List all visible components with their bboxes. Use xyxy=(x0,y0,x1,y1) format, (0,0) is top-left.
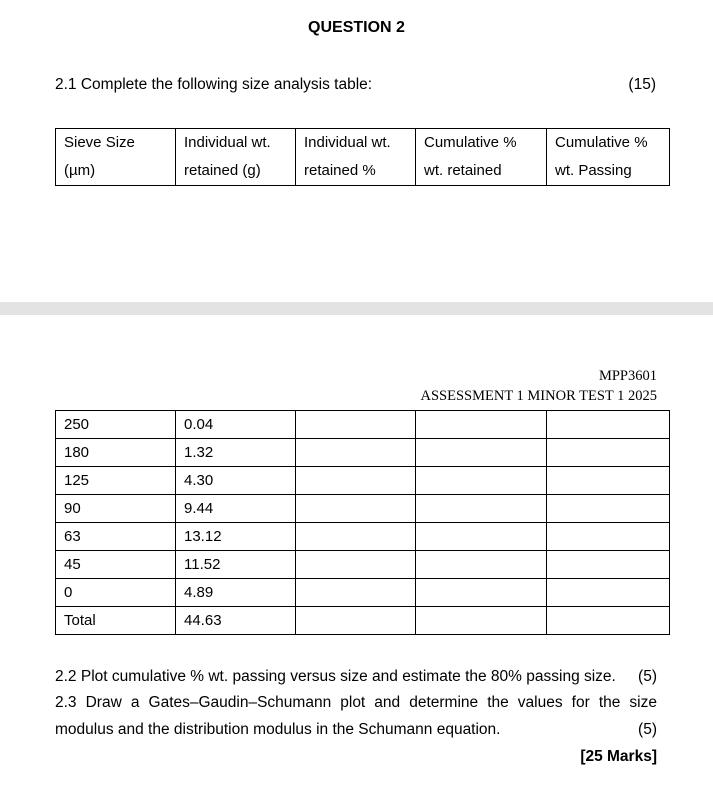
cell-cumulative-retained[interactable] xyxy=(416,523,547,551)
cell-retained-g: 13.12 xyxy=(176,523,296,551)
header-line: Sieve Size xyxy=(64,134,135,151)
cell-sieve-size: 180 xyxy=(56,439,176,467)
header-line: Cumulative % xyxy=(555,134,648,151)
question-2-3-line-2 xyxy=(55,717,657,744)
header-line: wt. retained xyxy=(424,162,502,179)
cell-retained-g: 11.52 xyxy=(176,551,296,579)
assessment-title: ASSESSMENT 1 MINOR TEST 1 2025 xyxy=(420,388,657,404)
cell-cumulative-retained[interactable] xyxy=(416,467,547,495)
cell-cumulative-passing[interactable] xyxy=(547,411,670,439)
cell-retained-g: 1.32 xyxy=(176,439,296,467)
cell-cumulative-passing[interactable] xyxy=(547,579,670,607)
question-2-2-text: 2.2 Plot cumulative % wt. passing versus size and estimate the 80% passing size. xyxy=(55,668,616,685)
cell-cumulative-passing[interactable] xyxy=(547,495,670,523)
cell-cumulative-retained[interactable] xyxy=(416,551,547,579)
header-cumulative-retained xyxy=(416,129,547,186)
table-row xyxy=(56,579,670,607)
cell-retained-pct[interactable] xyxy=(296,439,416,467)
cell-retained-pct[interactable] xyxy=(296,467,416,495)
cell-cumulative-passing[interactable] xyxy=(547,607,670,635)
cell-retained-pct[interactable] xyxy=(296,607,416,635)
question-2-3-marks: (5) xyxy=(638,720,657,738)
question-2-3-text-2: modulus and the distribution modulus in the Schumann equation. xyxy=(55,720,501,738)
header-line: wt. Passing xyxy=(555,162,632,179)
cell-retained-g: 4.89 xyxy=(176,579,296,607)
header-individual-wt-pct xyxy=(296,129,416,186)
cell-cumulative-passing[interactable] xyxy=(547,523,670,551)
header-line: Individual wt. xyxy=(304,134,391,151)
page-break-divider xyxy=(0,302,713,315)
header-individual-wt-g xyxy=(176,129,296,186)
cell-sieve-size: Total xyxy=(56,607,176,635)
cell-sieve-size: 90 xyxy=(56,495,176,523)
header-cumulative-passing xyxy=(547,129,670,186)
question-2-3-text-1: 2.3 Draw a Gates–Gaudin–Schumann plot and determine the values for the size xyxy=(55,694,657,711)
cell-sieve-size: 250 xyxy=(56,411,176,439)
header-line: retained % xyxy=(304,162,376,179)
size-analysis-table xyxy=(55,410,670,635)
cell-cumulative-retained[interactable] xyxy=(416,607,547,635)
table-row xyxy=(56,411,670,439)
question-2-3 xyxy=(55,690,657,743)
question-title: QUESTION 2 xyxy=(308,19,405,36)
cell-cumulative-passing[interactable] xyxy=(547,439,670,467)
cell-sieve-size: 45 xyxy=(56,551,176,579)
cell-cumulative-retained[interactable] xyxy=(416,495,547,523)
cell-sieve-size: 0 xyxy=(56,579,176,607)
cell-cumulative-passing[interactable] xyxy=(547,551,670,579)
cell-cumulative-passing[interactable] xyxy=(547,467,670,495)
cell-retained-g: 0.04 xyxy=(176,411,296,439)
header-line: Cumulative % xyxy=(424,134,517,151)
cell-retained-pct[interactable] xyxy=(296,523,416,551)
course-code: MPP3601 xyxy=(598,368,657,384)
cell-retained-pct[interactable] xyxy=(296,411,416,439)
cell-sieve-size: 63 xyxy=(56,523,176,551)
page-header-code xyxy=(421,366,657,406)
header-line: Individual wt. xyxy=(184,134,271,151)
question-2-1-marks: (15) xyxy=(628,76,656,93)
table-row xyxy=(56,607,670,635)
table-row xyxy=(56,523,670,551)
cell-retained-g: 9.44 xyxy=(176,495,296,523)
cell-sieve-size: 125 xyxy=(56,467,176,495)
cell-retained-g: 44.63 xyxy=(176,607,296,635)
total-marks: [25 Marks] xyxy=(580,748,657,765)
header-sieve-size xyxy=(56,129,176,186)
cell-retained-g: 4.30 xyxy=(176,467,296,495)
cell-cumulative-retained[interactable] xyxy=(416,411,547,439)
cell-cumulative-retained[interactable] xyxy=(416,439,547,467)
question-2-3-line-1 xyxy=(55,690,657,717)
table-row xyxy=(56,467,670,495)
question-2-2-marks: (5) xyxy=(638,668,657,685)
header-line: retained (g) xyxy=(184,162,261,179)
table-row xyxy=(56,551,670,579)
question-2-2 xyxy=(55,664,657,691)
question-2-1-text: 2.1 Complete the following size analysis table: xyxy=(55,76,373,93)
cell-cumulative-retained[interactable] xyxy=(416,579,547,607)
cell-retained-pct[interactable] xyxy=(296,579,416,607)
table-row xyxy=(56,495,670,523)
cell-retained-pct[interactable] xyxy=(296,495,416,523)
size-analysis-table-header xyxy=(55,128,670,186)
table-row xyxy=(56,439,670,467)
cell-retained-pct[interactable] xyxy=(296,551,416,579)
header-line: (µm) xyxy=(64,162,96,179)
